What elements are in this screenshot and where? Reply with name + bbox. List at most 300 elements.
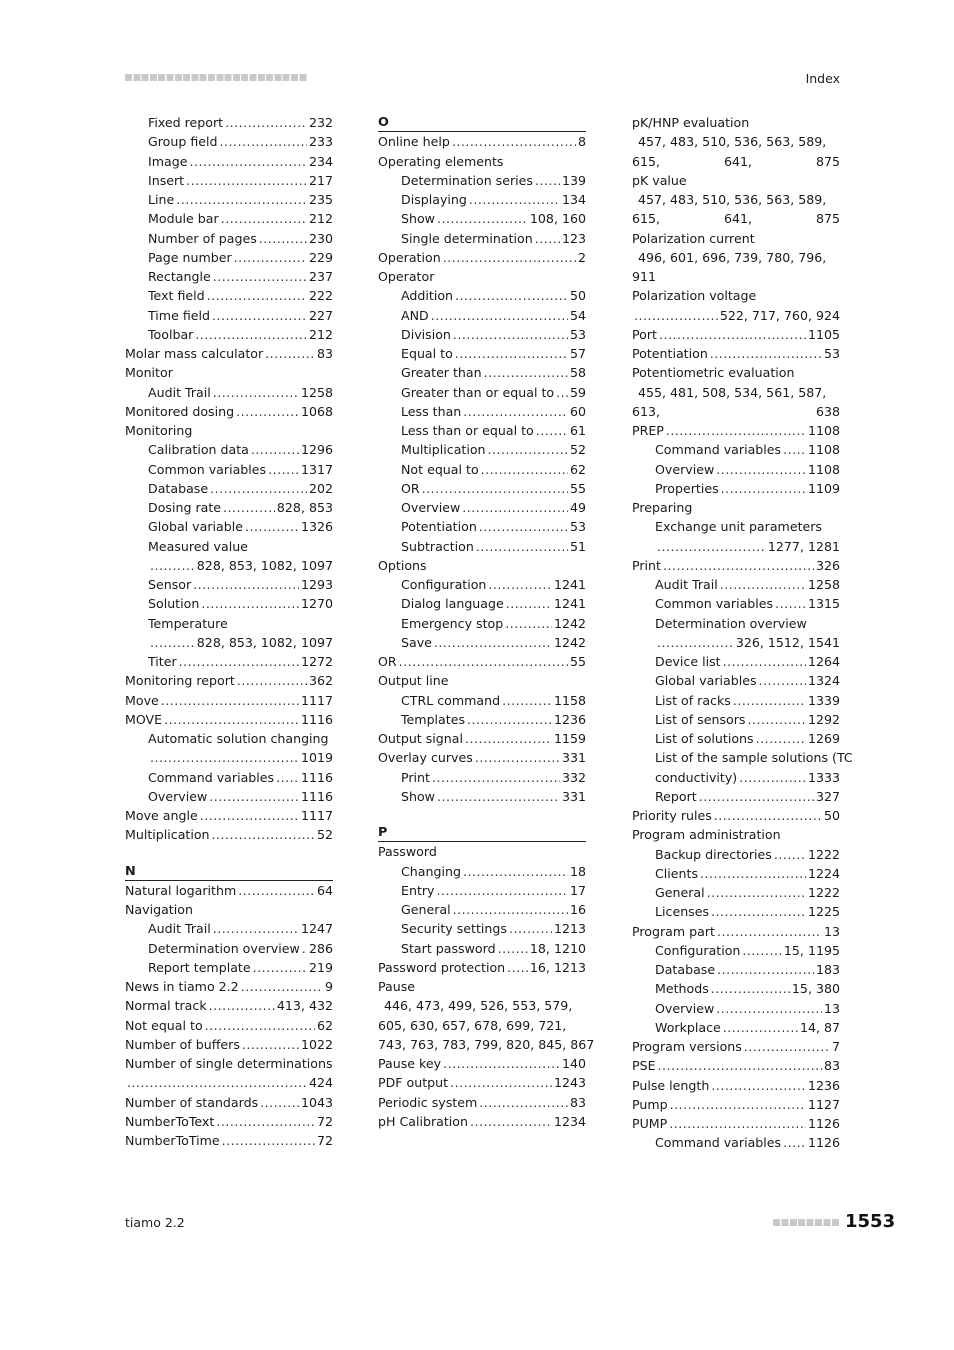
section-gap (125, 845, 333, 862)
index-entry (125, 768, 333, 787)
entry-label: Overview (655, 1000, 715, 1016)
dot-leader (251, 440, 299, 459)
entry-label: Start password (401, 940, 496, 956)
dot-leader (150, 556, 195, 575)
page-ref: 828, 853 (276, 500, 333, 515)
entry-label: NumberToTime (125, 1133, 220, 1148)
dot-leader (213, 919, 299, 938)
entry-label: PUMP (632, 1116, 668, 1131)
entry-label: Command variables (148, 769, 275, 785)
index-entry (632, 575, 840, 594)
page-ref: 54 (569, 307, 586, 323)
page-ref: 18, 1210 (529, 940, 586, 956)
index-entry (378, 939, 586, 958)
index-entry (125, 958, 333, 977)
entry-label: Dosing rate (148, 500, 222, 515)
entry-label: Subtraction (401, 538, 474, 554)
dot-leader (276, 768, 299, 787)
dot-leader (253, 958, 307, 977)
page-ref: 64 (316, 882, 333, 898)
dot-leader (161, 691, 299, 710)
dot-leader (463, 402, 568, 421)
dot-leader (237, 671, 307, 690)
entry-label: Security settings (401, 921, 507, 937)
page-ref: 1116 (300, 769, 333, 785)
index-heading: Automatic solution changing (148, 731, 329, 746)
index-entry (632, 960, 840, 979)
entry-label: Show (401, 211, 435, 227)
page-ref: 1222 (807, 846, 840, 862)
index-heading: Operator (378, 269, 435, 284)
dot-leader (432, 768, 560, 787)
dot-leader (720, 575, 806, 594)
dot-leader (209, 996, 275, 1015)
page-ref: 286 (308, 940, 333, 956)
dot-leader (176, 190, 307, 209)
section-letter: P (378, 823, 586, 842)
dot-leader (723, 652, 806, 671)
entry-label: OR (401, 480, 420, 496)
index-entry (378, 537, 586, 556)
entry-label: Line (148, 192, 175, 207)
page-ref: 1258 (300, 384, 333, 400)
index-entry (632, 1076, 840, 1095)
page-ref: 1105 (807, 326, 840, 342)
index-entry (632, 1056, 840, 1075)
entry-label: Sensor (148, 577, 192, 592)
index-entry (125, 498, 333, 517)
dot-leader (422, 479, 568, 498)
index-entry (378, 171, 586, 190)
entry-label: Natural logarithm (125, 882, 237, 898)
index-column-1 (125, 113, 333, 1150)
index-entry (125, 919, 333, 938)
index-entry (125, 402, 333, 421)
entry-label: Page number (148, 249, 232, 265)
entry-label: Overlay curves (378, 750, 473, 766)
page-ref: 235 (308, 192, 333, 207)
entry-label: Configuration (655, 942, 741, 958)
index-entry (632, 652, 840, 671)
dot-leader (556, 383, 568, 402)
page-ref: 202 (308, 480, 333, 496)
index-entry (632, 671, 840, 690)
entry-label: conductivity) (655, 769, 738, 785)
index-entry (378, 498, 586, 517)
entry-label: Solution (148, 596, 200, 612)
page-ref: 15, 380 (791, 981, 840, 997)
index-heading: Measured value (148, 538, 248, 554)
dot-leader (775, 594, 806, 613)
index-entry (632, 691, 840, 710)
index-entry (125, 556, 333, 575)
dot-leader (498, 939, 528, 958)
page-ref: 234 (308, 153, 333, 169)
dot-leader (179, 652, 299, 671)
index-entry (125, 267, 333, 286)
dot-leader (150, 748, 299, 767)
entry-label: Overview (148, 788, 208, 804)
entry-label: NumberToText (125, 1113, 215, 1129)
index-entry (125, 479, 333, 498)
entry-label: News in tiamo 2.2 (125, 979, 239, 994)
page-ref: 1277, 1281 (767, 538, 840, 554)
index-entry (378, 421, 586, 440)
page-ref: 326 (815, 557, 840, 573)
page-ref: 140 (561, 1056, 586, 1071)
page-ref: 61 (569, 423, 586, 438)
index-entry (378, 594, 586, 613)
dot-leader (479, 517, 568, 536)
entry-label: Database (655, 962, 716, 977)
page-ref: 13 (823, 923, 840, 939)
index-heading: Output line (378, 673, 449, 689)
page-ref: 18 (569, 863, 586, 879)
index-entry (125, 1112, 333, 1131)
page-ref: 52 (316, 827, 333, 843)
dot-leader (744, 1037, 830, 1056)
page-ref: 1269 (807, 731, 840, 746)
index-entry (378, 440, 586, 459)
dot-leader (711, 1076, 806, 1095)
page-ref: 53 (823, 346, 840, 361)
page-ref: 52 (569, 442, 586, 458)
dot-leader (452, 132, 576, 151)
index-heading: Password (378, 844, 437, 860)
dot-leader (488, 440, 568, 459)
page-ref: 1264 (807, 654, 840, 669)
entry-label: Rectangle (148, 269, 211, 284)
page-ref: 1126 (807, 1135, 840, 1151)
index-column-2 (378, 113, 595, 1131)
page-ref: 237 (308, 269, 333, 284)
page-ref: 15, 1195 (783, 942, 840, 958)
index-entry (125, 344, 333, 363)
entry-label: Greater than or equal to (401, 384, 555, 400)
page-ref: 1333 (807, 769, 840, 785)
entry-label: Single determination (401, 230, 533, 246)
page-ref: 1292 (807, 711, 840, 727)
page-ref: 2 (577, 249, 586, 265)
index-entry (378, 306, 586, 325)
entry-label: Normal track (125, 998, 207, 1014)
index-entry (378, 633, 586, 652)
entry-label: List of sensors (655, 711, 746, 727)
index-entry (125, 132, 333, 151)
entry-label: Operation (378, 249, 441, 265)
running-header-title: Index (805, 71, 840, 86)
index-entry (125, 306, 333, 325)
entry-label: Device list (655, 654, 721, 669)
entry-label: PDF output (378, 1075, 449, 1091)
index-entry (378, 729, 586, 748)
entry-label: Displaying (401, 192, 467, 207)
page-ref: 641, (723, 211, 753, 227)
dot-leader (663, 556, 814, 575)
index-entry (125, 825, 333, 844)
dot-leader (710, 344, 822, 363)
index-entry (378, 575, 586, 594)
index-heading: Monitor (125, 365, 173, 381)
entry-label: Determination series (401, 172, 533, 188)
index-entry (378, 132, 586, 151)
page-ref: 1108 (807, 461, 840, 477)
entry-label: Monitoring report (125, 673, 235, 689)
dot-leader (484, 363, 568, 382)
dot-leader (669, 1114, 806, 1133)
dot-leader (475, 748, 560, 767)
index-entry (632, 479, 840, 498)
dot-leader (707, 883, 806, 902)
dot-leader (241, 977, 323, 996)
entry-label: Command variables (655, 442, 782, 458)
page-ref: 123 (561, 230, 586, 246)
index-entry (125, 1035, 333, 1054)
index-entry (125, 209, 333, 228)
index-entry (632, 787, 840, 806)
page-ref: 1293 (300, 577, 333, 592)
page-ref: 1116 (300, 711, 333, 727)
index-entry (378, 229, 586, 248)
page-list-line: 457, 483, 510, 536, 563, 589, (638, 134, 827, 150)
page-ref: 212 (308, 326, 333, 342)
entry-label: Less than or equal to (401, 423, 534, 438)
page-ref: 83 (316, 346, 333, 361)
entry-label: Multiplication (125, 827, 210, 843)
entry-label: Insert (148, 172, 185, 188)
page-ref: 50 (823, 808, 840, 823)
page-ref: 16, 1213 (529, 959, 586, 975)
section-letter: O (378, 113, 586, 132)
index-entry (125, 691, 333, 710)
dot-leader (437, 881, 568, 900)
dot-leader (505, 614, 552, 633)
index-entry (125, 806, 333, 825)
entry-label: Division (401, 326, 451, 342)
page-ref: 233 (308, 134, 333, 150)
dot-leader (509, 919, 552, 938)
dot-leader (189, 152, 307, 171)
index-entry (632, 633, 840, 652)
page-ref: 1127 (807, 1096, 840, 1112)
entry-label: Audit Trail (148, 921, 211, 937)
page-ref: 83 (823, 1058, 840, 1074)
page-ref: 1326 (300, 519, 333, 535)
page-ref: 1236 (553, 711, 586, 727)
entry-label: CTRL command (401, 692, 501, 708)
dot-leader (260, 1093, 299, 1112)
page-ref: 62 (569, 461, 586, 477)
dot-leader (236, 402, 299, 421)
index-heading: Determination overview (655, 615, 807, 631)
index-entry (125, 517, 333, 536)
index-entry (632, 729, 840, 748)
page-ref: 1324 (807, 673, 840, 689)
index-entry (632, 421, 840, 440)
page-ref: 62 (316, 1017, 333, 1033)
page-ref: 1224 (807, 865, 840, 881)
page-ref: 613, (632, 403, 661, 419)
entry-label: Move angle (125, 808, 198, 823)
entry-label: Fixed report (148, 115, 224, 130)
index-entry (125, 1131, 333, 1150)
dot-leader (462, 498, 568, 517)
index-entry (632, 941, 840, 960)
entry-label: Not equal to (125, 1017, 203, 1033)
dot-leader (453, 900, 568, 919)
dot-leader (711, 979, 790, 998)
dot-leader (455, 344, 568, 363)
dot-leader (201, 594, 299, 613)
page-ref: 1243 (553, 1075, 586, 1091)
dot-leader (437, 209, 528, 228)
dot-leader (634, 306, 718, 325)
entry-label: Image (148, 153, 188, 169)
index-heading: Exchange unit parameters (655, 519, 822, 535)
page-ref: 1108 (807, 442, 840, 458)
entry-label: General (655, 885, 705, 900)
page-ref: 83 (569, 1094, 586, 1110)
entry-label: Methods (655, 981, 709, 997)
page-ref: 1159 (553, 731, 586, 746)
index-entry (378, 900, 586, 919)
dot-leader (535, 171, 560, 190)
index-heading: pK value (632, 172, 687, 188)
dot-leader (717, 922, 822, 941)
entry-label: Common variables (148, 461, 267, 477)
page-ref: 1117 (300, 808, 333, 823)
index-entry (632, 999, 840, 1018)
index-entry (632, 537, 840, 556)
index-entry (378, 248, 586, 267)
entry-label: Global variable (148, 519, 243, 535)
page-list-line: 743, 763, 783, 799, 820, 845, 867 (378, 1036, 595, 1052)
page-ref: 49 (569, 500, 586, 515)
index-heading: Options (378, 557, 427, 573)
index-entry (378, 1073, 586, 1092)
index-entry (378, 363, 586, 382)
index-heading: Preparing (632, 500, 693, 515)
index-entry (378, 190, 586, 209)
dot-leader (216, 1112, 315, 1131)
page-ref: 1158 (553, 692, 586, 708)
index-entry (125, 383, 333, 402)
entry-label: Addition (401, 288, 454, 304)
dot-leader (657, 537, 766, 556)
page-ref: 232 (308, 115, 333, 130)
index-entry (378, 748, 586, 767)
page-ref: 13 (823, 1000, 840, 1016)
page-ref: 134 (561, 192, 586, 207)
page-ref: 362 (308, 673, 333, 689)
page-ref: 7 (831, 1039, 840, 1054)
entry-label: Emergency stop (401, 615, 504, 631)
dot-leader (450, 1073, 552, 1092)
index-heading: Pause (378, 979, 416, 994)
entry-label: Module bar (148, 211, 219, 227)
index-entry (378, 1093, 586, 1112)
index-entry (125, 881, 333, 900)
index-entry (125, 787, 333, 806)
index-entry (378, 919, 586, 938)
entry-label: PSE (632, 1058, 656, 1074)
page-ref: 53 (569, 326, 586, 342)
page-ref: 1225 (807, 904, 840, 920)
dot-leader (469, 190, 560, 209)
dot-leader (222, 1131, 315, 1150)
index-entry (378, 1054, 586, 1073)
entry-label: Program versions (632, 1039, 742, 1054)
index-entry (632, 902, 840, 921)
page-ref: 875 (815, 153, 840, 169)
dot-leader (465, 729, 552, 748)
dot-leader (195, 325, 307, 344)
index-entry (125, 171, 333, 190)
dot-leader (742, 941, 781, 960)
index-entry (125, 152, 333, 171)
dot-leader (699, 787, 814, 806)
index-entry (632, 845, 840, 864)
entry-label: Database (148, 480, 209, 496)
index-entry (632, 1133, 840, 1152)
index-entry (632, 806, 840, 825)
entry-label: Priority rules (632, 808, 712, 823)
page-ref: 53 (569, 519, 586, 535)
index-entry (378, 881, 586, 900)
entry-label: Audit Trail (655, 577, 718, 592)
page-ref: 424 (308, 1075, 333, 1091)
index-entry (125, 460, 333, 479)
dot-leader (506, 594, 552, 613)
dot-leader (502, 691, 552, 710)
dot-leader (711, 902, 806, 921)
index-entry (125, 1016, 333, 1035)
entry-label: Number of pages (148, 230, 257, 246)
page-ref: 1236 (807, 1077, 840, 1093)
page-ref: 615, (632, 211, 661, 227)
page-ref: 828, 853, 1082, 1097 (196, 557, 333, 573)
dot-leader (209, 787, 299, 806)
index-heading: Temperature (148, 615, 228, 631)
entry-label: Global variables (655, 673, 757, 689)
index-entry (125, 575, 333, 594)
entry-label: Titer (148, 654, 177, 669)
page-ref: 828, 853, 1082, 1097 (196, 634, 333, 650)
dot-leader (223, 498, 275, 517)
section-letter: N (125, 862, 333, 881)
index-entry (632, 883, 840, 902)
page-ref: 50 (569, 288, 586, 304)
entry-label: Audit Trail (148, 384, 211, 400)
index-entry (632, 344, 840, 363)
page-list-line (632, 209, 840, 228)
page-ref: 8 (577, 134, 586, 150)
index-heading: Polarization current (632, 230, 755, 246)
dot-leader (207, 286, 307, 305)
page-ref: 1126 (807, 1116, 840, 1131)
entry-label: pH Calibration (378, 1113, 468, 1129)
page-ref: 230 (308, 230, 333, 246)
index-entry (125, 229, 333, 248)
dot-leader (479, 1093, 568, 1112)
dot-leader (453, 325, 568, 344)
dot-leader (733, 691, 806, 710)
index-entry (632, 710, 840, 729)
entry-label: Properties (655, 480, 719, 496)
index-entry (632, 460, 840, 479)
dot-leader (234, 248, 307, 267)
page-ref: 615, (632, 153, 661, 169)
